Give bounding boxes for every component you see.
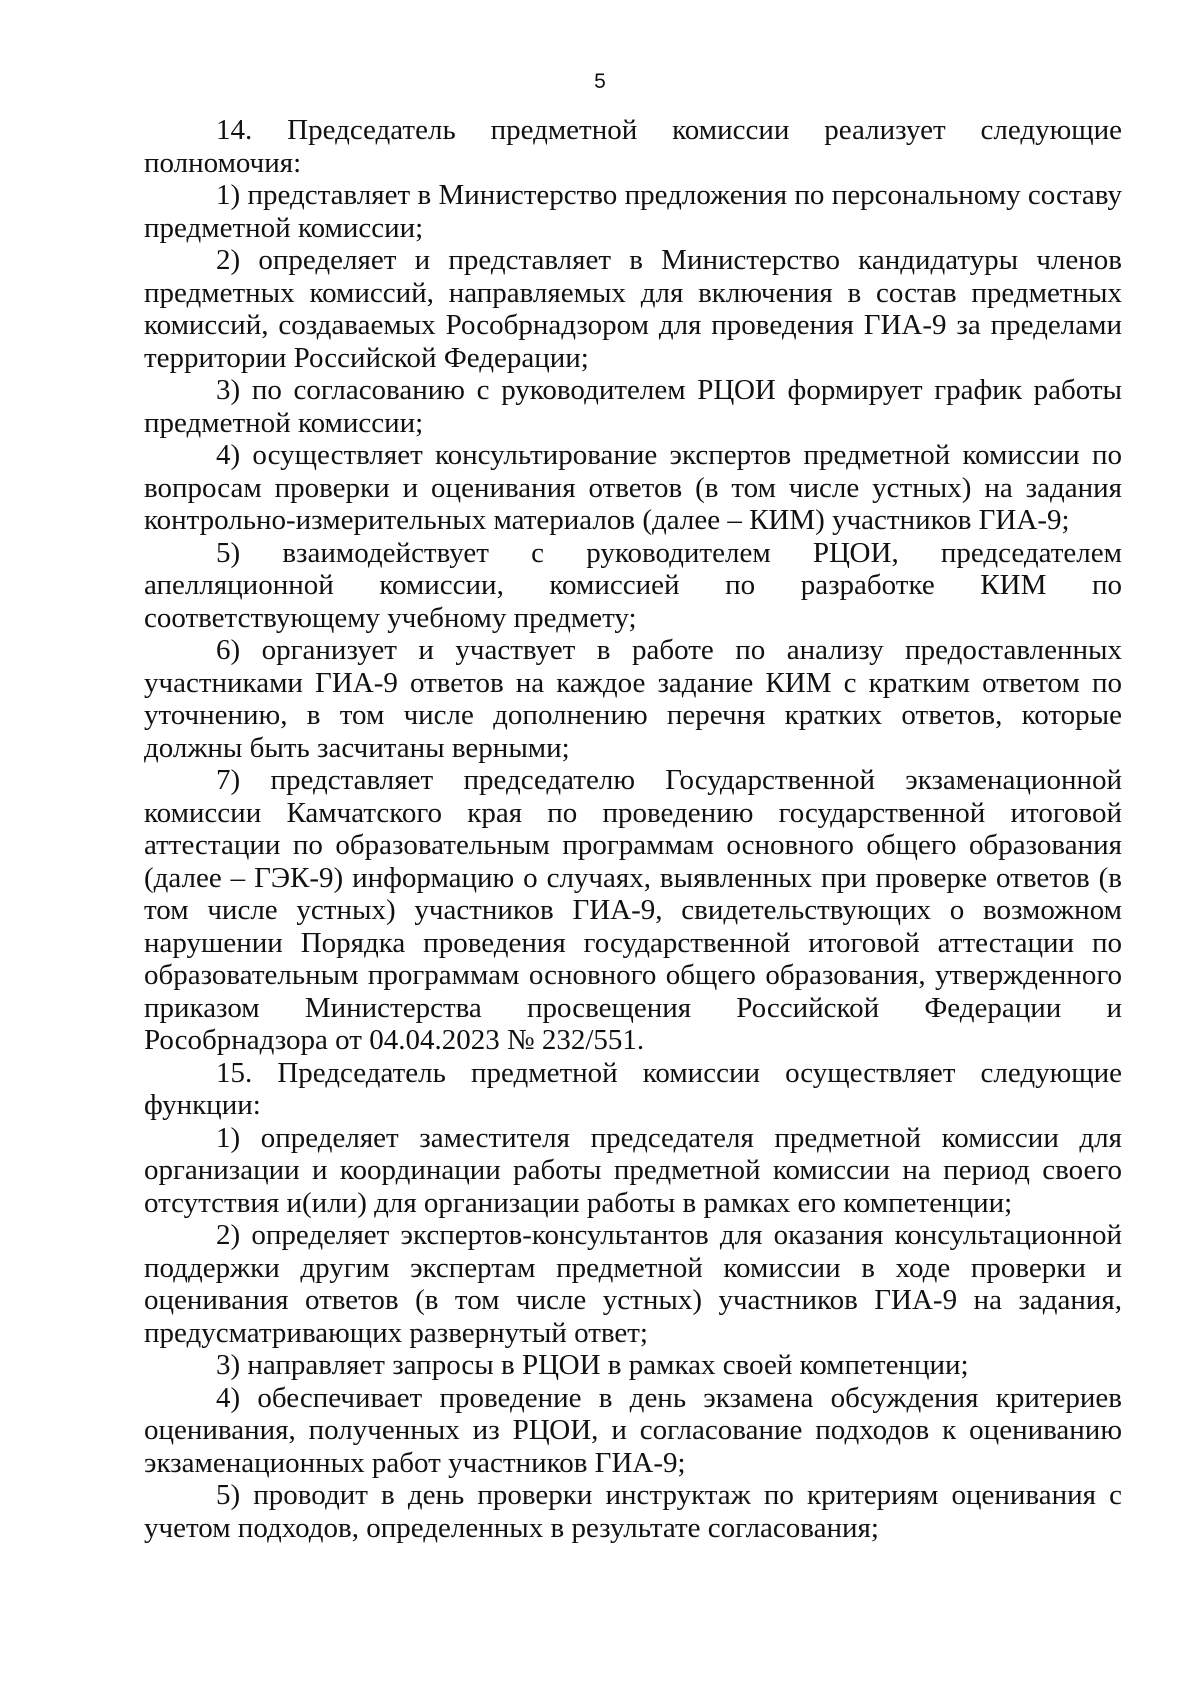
paragraph-14-item-7: 7) представляет председателю Государственной экзаменационной комиссии Камчатского края по проведению государственной итоговой аттестации по образовательным программам основного общего образования (далее – ГЭК-9) информацию о случаях, выявленных при проверке ответов (в том числе устных) участников ГИА-9, свидетельствующих о возможном нарушении Порядка проведения государственной итоговой аттестации по образовательным программам основного общего образования, утвержденного приказом Министерства просвещения Российской Федерации и Рособрнадзора от 04.04.2023 № 232/551. [144,764,1122,1056]
paragraph-14-heading: 14. Председатель предметной комиссии реализует следующие полномочия: [144,114,1122,179]
document-body [144,114,1122,1544]
paragraph-14-item-1: 1) представляет в Министерство предложения по персональному составу предметной комиссии; [144,179,1122,244]
paragraph-15-item-1: 1) определяет заместителя председателя предметной комиссии для организации и координации работы предметной комиссии на период своего отсутствия и(или) для организации работы в рамках его компетенции; [144,1121,1122,1219]
paragraph-15-item-5: 5) проводит в день проверки инструктаж по критериям оценивания с учетом подходов, определенных в результате согласования; [144,1479,1122,1544]
paragraph-14-item-5: 5) взаимодействует с руководителем РЦОИ, председателем апелляционной комиссии, комиссией по разработке КИМ по соответствующему учебному предмету; [144,536,1122,634]
paragraph-15-item-3: 3) направляет запросы в РЦОИ в рамках своей компетенции; [216,1349,969,1381]
paragraph-15-item-4: 4) обеспечивает проведение в день экзамена обсуждения критериев оценивания, полученных из РЦОИ, и согласование подходов к оцениванию экзаменационных работ участников ГИА-9; [144,1381,1122,1479]
paragraph-14-item-2: 2) определяет и представляет в Министерство кандидатуры членов предметных комиссий, направляемых для включения в состав предметных комиссий, создаваемых Рособрнадзором для проведения ГИА-9 за пределами территории Российской Федерации; [144,244,1122,374]
paragraph-15-item-2: 2) определяет экспертов-консультантов для оказания консультационной поддержки другим экспертам предметной комиссии в ходе проверки и оценивания ответов (в том числе устных) участников ГИА-9 на задания, предусматривающих развернутый ответ; [144,1219,1122,1349]
paragraph-14-item-4: 4) осуществляет консультирование экспертов предметной комиссии по вопросам проверки и оценивания ответов (в том числе устных) на задания контрольно-измерительных материалов (далее – КИМ) участников ГИА-9; [144,439,1122,536]
paragraph-14-item-3: 3) по согласованию с руководителем РЦОИ формирует график работы предметной комиссии; [144,374,1122,439]
page-number: 5 [594,70,606,93]
paragraph-14-item-6: 6) организует и участвует в работе по анализу предоставленных участниками ГИА-9 ответов на каждое задание КИМ с кратким ответом по уточнению, в том числе дополнению перечня кратких ответов, которые должны быть засчитаны верными; [144,634,1122,764]
paragraph-15-heading: 15. Председатель предметной комиссии осуществляет следующие функции: [144,1056,1122,1121]
